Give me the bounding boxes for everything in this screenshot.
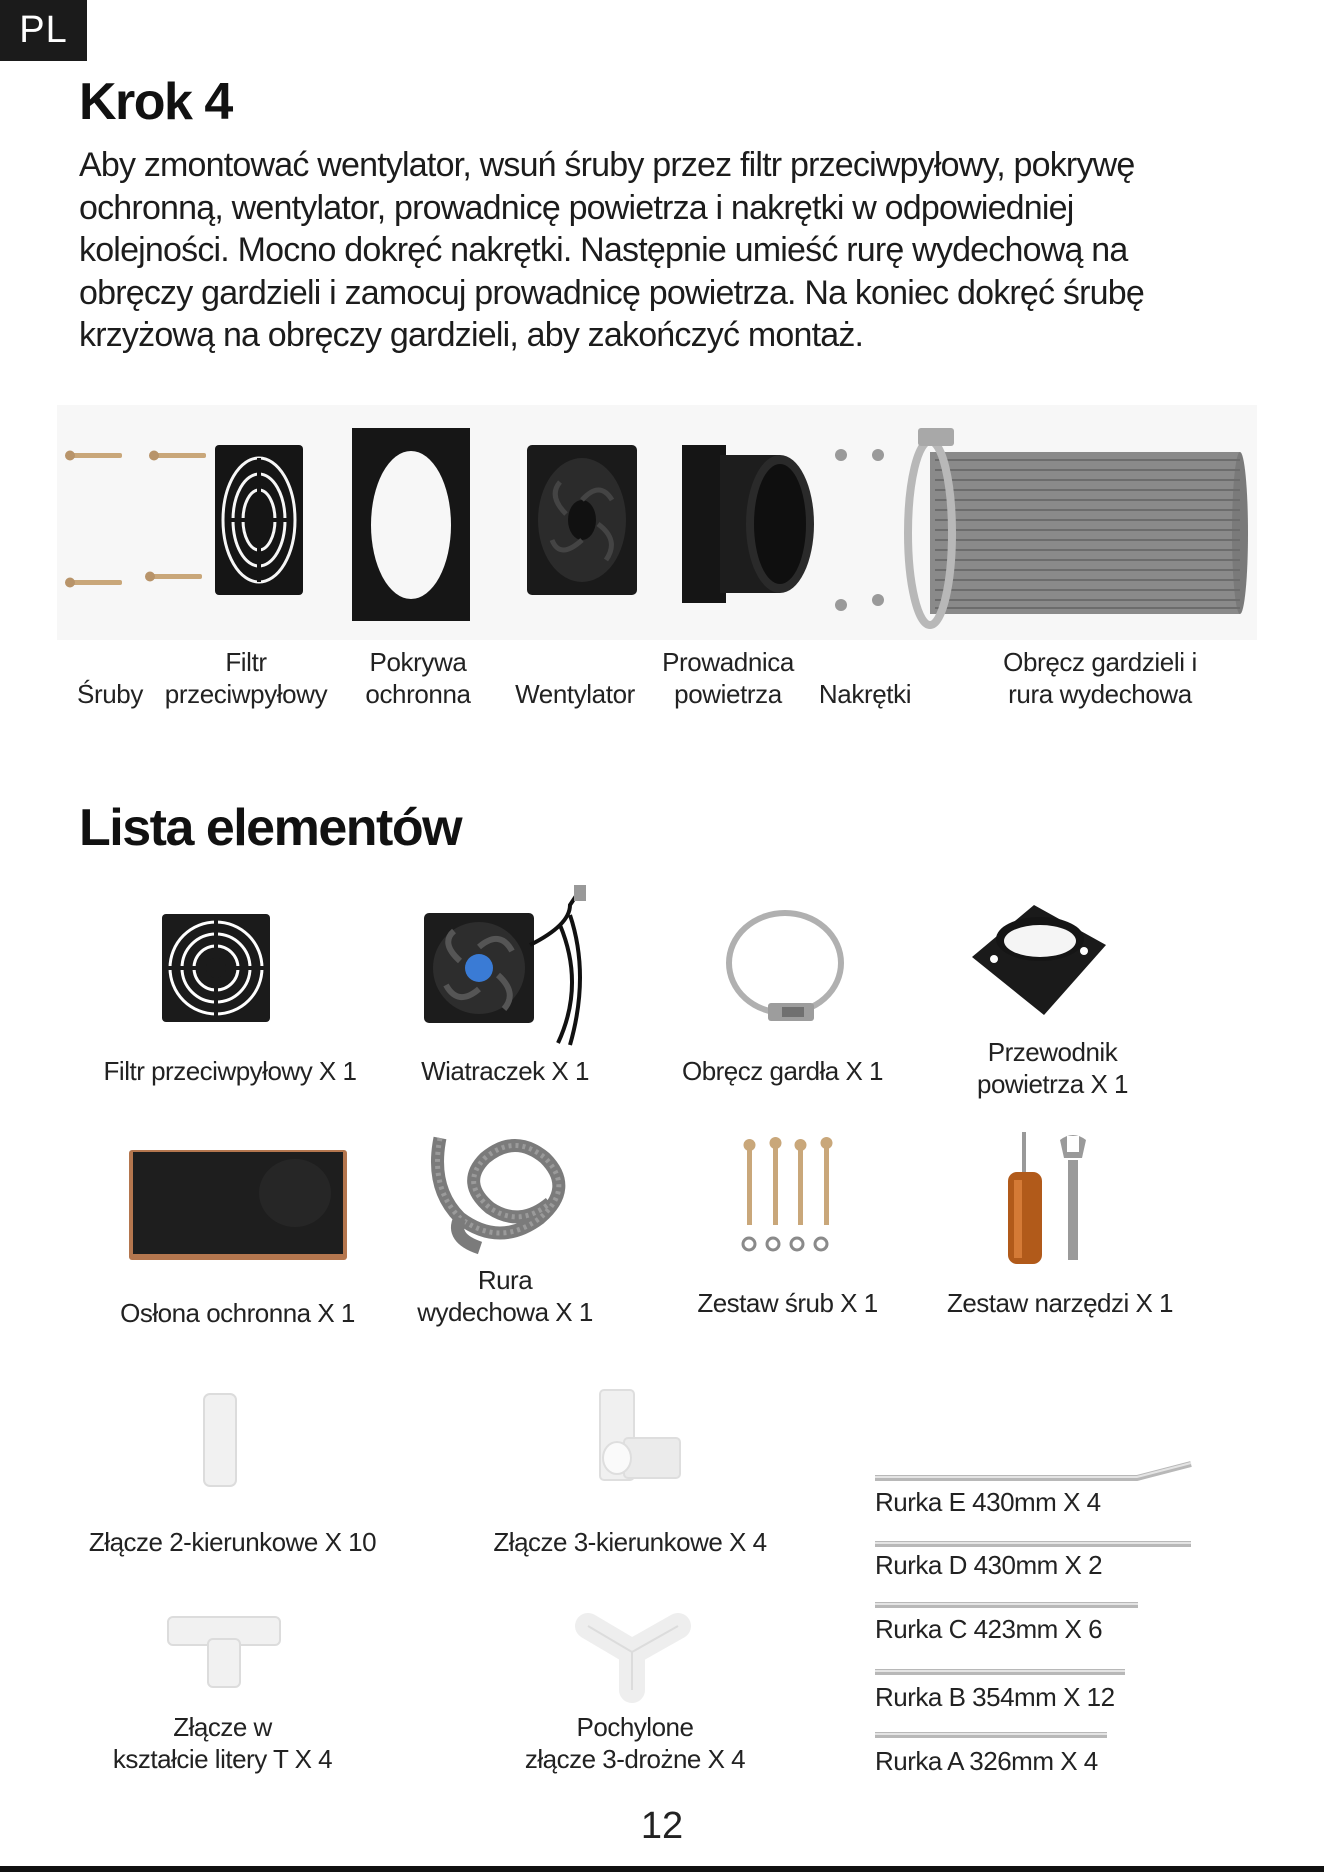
item-label-screw-set: Zestaw śrub X 1	[697, 1288, 878, 1318]
item-label-angled-connector: Pochylone złącze 3-drożne X 4	[524, 1712, 746, 1774]
item-label-t-connector: Złącze w kształcie litery T X 4	[112, 1712, 333, 1774]
parts-list-title: Lista elementów	[79, 799, 462, 857]
fan-icon	[527, 445, 637, 595]
part-caption-dust-filter: Filtr przeciwpyłowy	[164, 647, 328, 709]
screw-set-icon	[736, 1135, 846, 1255]
item-label-two-way-connector: Złącze 2-kierunkowe X 10	[88, 1527, 377, 1557]
t-connector-icon	[166, 1615, 282, 1690]
tube-d-icon	[875, 1543, 1191, 1544]
description-line: krzyżową na obręczy gardzieli, aby zakończyć montaż.	[79, 316, 864, 354]
assembly-drawing	[0, 400, 1324, 650]
item-label-dust-filter: Filtr przeciwpyłowy X 1	[103, 1056, 357, 1086]
protective-cover-icon	[127, 1148, 349, 1263]
hose-clamp-icon	[722, 905, 852, 1030]
usb-fan-icon	[420, 885, 600, 1050]
page-number: 12	[640, 1805, 684, 1847]
part-caption-screws: Śruby	[77, 679, 143, 709]
item-label-clamp: Obręcz gardła X 1	[681, 1056, 884, 1086]
description-line: kolejności. Mocno dokręć nakrętki. Następnie umieść rurę wydechową na	[79, 231, 1128, 269]
item-label-protective-cover: Osłona ochronna X 1	[120, 1298, 355, 1328]
item-label-air-guide: Przewodnik powietrza X 1	[976, 1037, 1129, 1099]
tube-e-icon	[875, 1463, 1191, 1478]
part-caption-protective-cover: Pokrywa ochronna	[365, 647, 471, 709]
step-title: Krok 4	[79, 73, 232, 131]
tube-label-b: Rurka B 354mm X 12	[875, 1682, 1115, 1712]
item-label-fan: Wiatraczek X 1	[421, 1056, 589, 1086]
part-caption-air-guide: Prowadnica powietrza	[662, 647, 794, 709]
tube-label-d: Rurka D 430mm X 2	[875, 1550, 1103, 1580]
tube-c-icon	[875, 1604, 1138, 1605]
description-line: ochronną, wentylator, prowadnicę powietrza i nakrętki w odpowiedniej	[79, 188, 1074, 227]
tool-kit-icon	[998, 1130, 1098, 1275]
tube-b-icon	[875, 1671, 1125, 1672]
description-line: Aby zmontować wentylator, wsuń śruby przez filtr przeciwpyłowy, pokrywę	[79, 146, 1135, 184]
tube-label-c: Rurka C 423mm X 6	[875, 1614, 1103, 1644]
tube-a-icon	[875, 1734, 1107, 1735]
part-caption-hose-clamp: Obręcz gardzieli i rura wydechowa	[1003, 647, 1197, 709]
part-caption-fan: Wentylator	[515, 679, 635, 709]
step-description	[79, 144, 1229, 357]
part-caption-nuts: Nakrętki	[818, 679, 912, 709]
exhaust-hose-coil-icon	[420, 1128, 590, 1256]
description-line: obręczy gardzieli i zamocuj prowadnicę powietrza. Na koniec dokręć śrubę	[79, 273, 1144, 312]
two-way-connector-icon	[200, 1392, 240, 1488]
bottom-border	[0, 1866, 1324, 1872]
tube-label-a: Rurka A 326mm X 4	[875, 1746, 1098, 1776]
language-badge: PL	[0, 0, 87, 61]
air-guide-icon	[972, 905, 1112, 1025]
angled-three-way-connector-icon	[580, 1612, 698, 1697]
item-label-three-way-connector: Złącze 3-kierunkowe X 4	[493, 1527, 767, 1557]
protective-cover-icon	[352, 428, 470, 621]
three-way-connector-icon	[594, 1388, 689, 1488]
item-label-tool-kit: Zestaw narzędzi X 1	[946, 1288, 1174, 1318]
dust-filter-icon	[215, 445, 303, 595]
nuts-icon	[835, 449, 884, 611]
dust-filter-icon	[160, 912, 274, 1024]
exhaust-hose-icon	[908, 428, 1248, 625]
item-label-exhaust-hose: Rura wydechowa X 1	[417, 1265, 593, 1327]
tube-label-e: Rurka E 430mm X 4	[875, 1487, 1101, 1517]
screws-icon	[65, 451, 206, 588]
air-guide-icon	[682, 445, 814, 603]
